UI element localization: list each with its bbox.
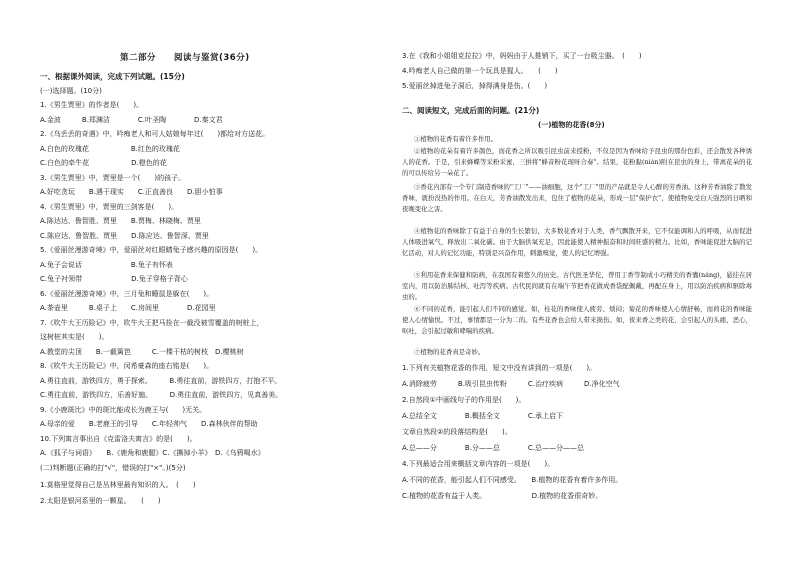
- option-line: A.勇往直前，游铁四方，勇于探索。 B.勇往直前，游铁四方，打抱不平。: [40, 377, 282, 385]
- section-one-heading: 一、根据课外阅读，完成下列试题。(15分): [40, 72, 185, 81]
- passage-paragraph: ⑦植物的花香真是奇妙。: [414, 348, 485, 356]
- subsection-choice-heading: (一)选择题。(10分): [40, 87, 102, 95]
- option-line: A.总结全文 B.概括全文 C.承上启下: [402, 412, 564, 420]
- question-line: 8.《吹牛大王历险记》中，闵希豪森的座右铭是( )。: [40, 362, 214, 370]
- subsection-judge-heading: (二)判断题(正确的打"√"，错误的打"×"。)(5分): [40, 464, 186, 472]
- passage-paragraph: ⑤利用花香来保健和防病，在我国有着悠久的历史。古代医圣华佗，曾用丁香等制成小巧精美的香囊(náng)，悬挂在居室内，用以防治肺结核、吐泻等疾病。古代民间就有在端午节把香花做成香袋配佩戴，再配在身上，用以防治疾病和驱除毒虫的。: [402, 271, 752, 301]
- question-line: 5.《爱丽丝漫游奇境》中，爱丽丝对红眼睛兔子感兴趣的原因是( )。: [40, 246, 263, 254]
- option-line: C.兔子衬领带 D.兔子穿格子背心: [40, 275, 188, 283]
- option-line: A.白色的玫瑰花 B.红色的玫瑰花: [40, 145, 180, 153]
- question-line: 2.自然段①中画线句子的作用是( )。: [402, 396, 526, 404]
- judge-question: 5.爱丽丝掉进兔子洞后，掉得满身是伤。( ): [402, 82, 548, 90]
- judge-question: 1.莫格里觉得自己是丛林里最有知识的人。 ( ): [40, 481, 196, 489]
- question-line: 2.《乌丢丢的奇遇》中，吟痴老人和可人姑娘每年过( )都给对方送花。: [40, 130, 270, 138]
- question-line: 这树桩其实是( )。: [40, 333, 109, 341]
- question-line: 4.《男生贾里》中，贾里的三剑客是( )。: [40, 203, 179, 211]
- option-line: A.母亲的爱 B.老鹿王的引导 C.年轻帅气 D.森林伙伴的帮助: [40, 420, 258, 428]
- passage-title: (一)植物的花香(8分): [538, 121, 605, 129]
- question-line: 10.下列寓言事出自《克雷洛夫寓言》的是( )。: [40, 435, 197, 443]
- passage-paragraph: ⑥不同的花香，能引起人们不同的感觉。如，桂花的香味使人疲劳、烦闷；菊花的香味使人心情舒畅，而荷花的香味能使人心情愉悦。不过，事情都是一分为二的。有些花香也会给人带来损伤。如，夜来香之类的花，会引起人的头痛、恶心，呕吐，会引起过敏和哮喘的疾病。: [402, 305, 752, 335]
- question-line: 3.《男生贾里》中，贾里是一个( )的孩子。: [40, 174, 186, 182]
- question-line: 4.下列最适合用来概括文章内容的一项是( )。: [402, 460, 555, 468]
- option-line: A.金波 B.郑渊洁 C.叶圣陶 D.秦文君: [40, 116, 223, 124]
- question-line: 1.下列有关植物花香的作用，短文中没有讲到的一项是( )。: [402, 364, 597, 372]
- question-line: 9.《小鹿斑比》中的斑比能成长为鹿王与( )无关。: [40, 406, 207, 414]
- option-line: C.陈应达、鲁智胜、贾里 D.陈应达、鲁智深、贾里: [40, 232, 209, 240]
- option-line: C.勇往直前，游铁四方，乐善好施。 D.勇往直前，游铁四方，见真善美。: [40, 391, 283, 399]
- passage-paragraph: ①植物的花香有着许多作用。: [414, 135, 498, 143]
- option-line: C.植物的花香有益于人类。 D.植物的花香很奇妙。: [402, 492, 603, 500]
- option-line: A.陈达达、鲁智胜、贾里 B.贾梅、林晓梅、贾里: [40, 217, 201, 225]
- option-line: A.兔子会说话 B.兔子有怀表: [40, 261, 173, 269]
- passage-paragraph: ③香花内部有一个专门制造香味的"工厂"——油细胞，这个"工厂"里的产品就是令人心醉的芳香油。这种芳香油除了散发香味，就扮没热的作用。在白天，芳香油散发出来，包住了植物的花朵，形成一层"保护衣"，使植物免受白天强烈的日晒和夜晚变化之害。: [402, 183, 752, 213]
- option-line: A.《狐子与词语》 B.《鹿角和鹿腿》C.《撕掉小羊》 D.《乌鸦喝水》: [40, 449, 265, 457]
- section-two-heading: 二、阅读短文，完成后面的问题。(21分): [402, 106, 540, 115]
- option-line: A.好吃贪玩 B.遇干现实 C.正直善良 D.胆小怕事: [40, 188, 223, 196]
- part-title: 第二部分 阅读与鉴赏(36分): [120, 53, 250, 63]
- passage-paragraph: ②植物的花朵有着许多颜色，而花香之所以吸引昆虫前来授粉，不仅是因为香味给予昆虫的那份色彩，还会散发各种诱人的花香。于是，引来蜂蝶等采粉采蜜，三拼将"蜂音粉花现呀合奏"。结果，花粉黏(nián)附在昆虫的身上，带离花朵的花的可以传给另一朵花了。: [402, 147, 752, 177]
- question-line: 1.《男生贾里》的作者是( )。: [40, 101, 144, 109]
- judge-question: 4.吟痴老人自己做的第一个玩具是猩人。 ( ): [402, 67, 558, 75]
- question-line: 文章自然段②的段落结构是( )。: [402, 428, 512, 436]
- option-line: A.不同的花香，能引起人们不同感受。 B.植物的花香有着许多作用。: [402, 476, 623, 484]
- passage-paragraph: ④植物花的香味除了有益于自身的生长繁衍，大多数花香对于人类，香气飘散开来，它不仅能调和人的呼吸，从而促进人体吸进氧气，释放出二氧化碳。由于大脑供氧充足，因此能使人精神振奋和时间旺盛的精力。比如，香味能促进大脑的记忆活动，对人的记忆功能，特别是兴奋作用，刺激嗅觉，使人的记忆增强。: [402, 227, 752, 257]
- option-line: A.茶壶里 B.桌子上 C.房间里 D.花园里: [40, 304, 216, 312]
- question-line: 7.《吹牛大王历险记》中，吹牛大王把马拴在一截没被雪覆盖的树桩上，: [40, 319, 264, 327]
- option-line: A.总——分 B.分——总 C.总——分——总: [402, 444, 585, 452]
- option-line: C.白色的牵牛花 D.橙色的花: [40, 159, 167, 167]
- judge-question: 2.太阳是银河系里的一颗星。 ( ): [40, 497, 161, 505]
- question-line: 6.《爱丽丝漫游奇境》中，三月兔和睡鼠是躲在( )。: [40, 290, 214, 298]
- judge-question: 3.在《我和小姐姐克拉拉》中，妈妈由于人推销下，买了一台吸尘器。 ( ): [402, 52, 642, 60]
- option-line: A.消除疲劳 B.吸引昆虫传粉 C.治疗疾病 D.净化空气: [402, 380, 620, 388]
- option-line: A.教堂的尖顶 B.一截篱笆 C.一棵干枯的树枝 D.樱桃树: [40, 348, 244, 356]
